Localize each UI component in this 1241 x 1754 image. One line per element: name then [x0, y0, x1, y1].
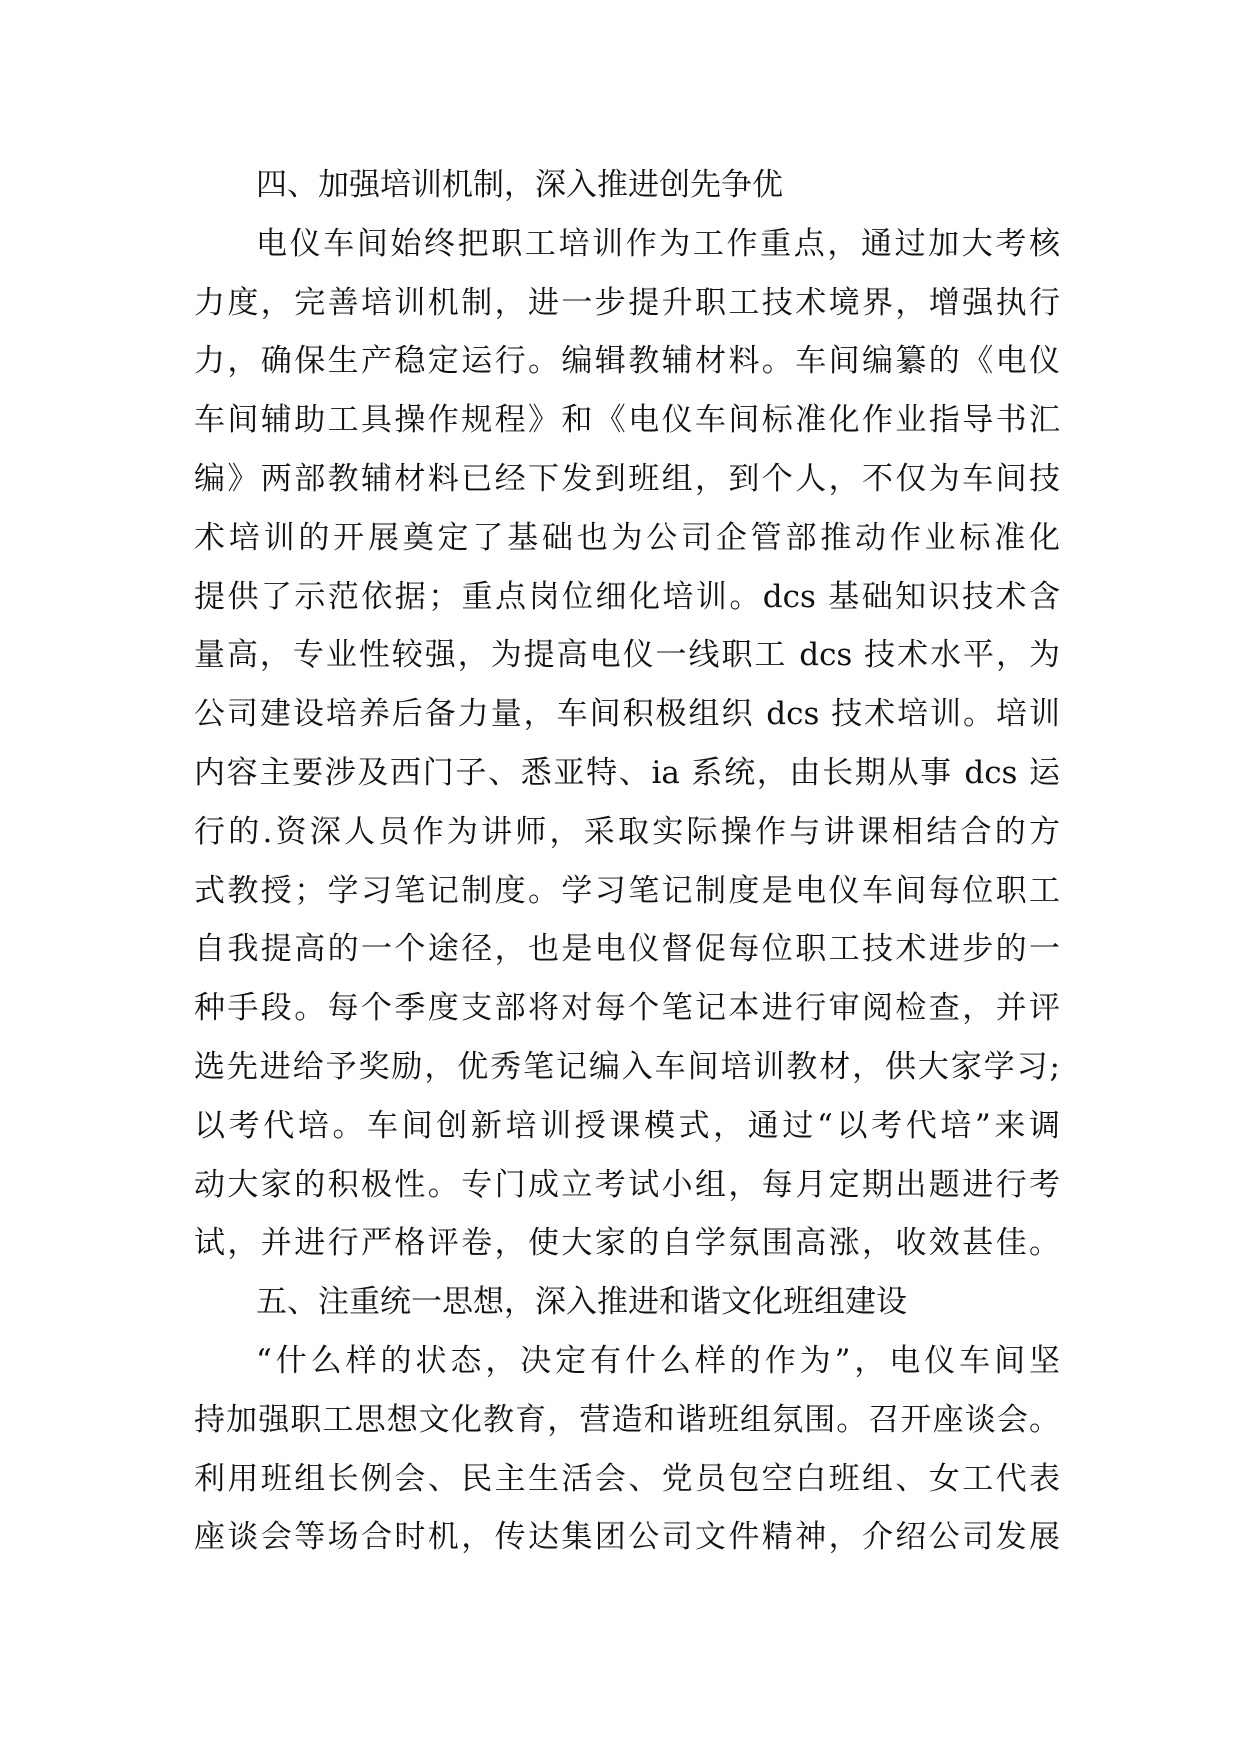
paragraph-line: 自我提高的一个途径，也是电仪督促每位职工技术进步的一 — [194, 931, 1060, 968]
paragraph-line: 式教授；学习笔记制度。学习笔记制度是电仪车间每位职工 — [194, 872, 1060, 909]
paragraph-line: 种手段。每个季度支部将对每个笔记本进行审阅检查，并评 — [194, 990, 1060, 1027]
paragraph-line: 持加强职工思想文化教育，营造和谐班组氛围。召开座谈会。 — [194, 1401, 1060, 1438]
paragraph-line: 提供了示范依据；重点岗位细化培训。dcs 基础知识技术含 — [194, 578, 1060, 615]
paragraph-line: 公司建设培养后备力量，车间积极组织 dcs 技术培训。培训 — [194, 696, 1060, 733]
paragraph-line: 车间辅助工具操作规程》和《电仪车间标准化作业指导书汇 — [194, 402, 1060, 439]
paragraph-line: “什么样的状态，决定有什么样的作为”，电仪车间坚 — [256, 1342, 1060, 1379]
paragraph-line: 行的.资深人员作为讲师，采取实际操作与讲课相结合的方 — [194, 813, 1060, 850]
document-body — [194, 156, 1060, 1567]
paragraph-line: 电仪车间始终把职工培训作为工作重点，通过加大考核 — [256, 225, 1060, 262]
paragraph-line: 座谈会等场合时机，传达集团公司文件精神，介绍公司发展 — [194, 1519, 1060, 1556]
paragraph-line: 力，确保生产稳定运行。编辑教辅材料。车间编纂的《电仪 — [194, 343, 1060, 380]
paragraph-line: 术培训的开展奠定了基础也为公司企管部推动作业标准化 — [194, 519, 1060, 556]
section-heading-5: 五、注重统一思想，深入推进和谐文化班组建设 — [256, 1284, 907, 1321]
paragraph-line: 利用班组长例会、民主生活会、党员包空白班组、女工代表 — [194, 1460, 1060, 1497]
paragraph-line: 试，并进行严格评卷，使大家的自学氛围高涨，收效甚佳。 — [194, 1225, 1060, 1262]
paragraph-line: 动大家的积极性。专门成立考试小组，每月定期出题进行考 — [194, 1166, 1060, 1203]
paragraph-line: 力度，完善培训机制，进一步提升职工技术境界，增强执行 — [194, 284, 1060, 321]
section-heading-4: 四、加强培训机制，深入推进创先争优 — [256, 167, 783, 203]
paragraph-line: 以考代培。车间创新培训授课模式，通过“以考代培”来调 — [194, 1107, 1060, 1144]
paragraph-line: 量高，专业性较强，为提高电仪一线职工 dcs 技术水平，为 — [194, 637, 1060, 674]
paragraph-line: 编》两部教辅材料已经下发到班组，到个人，不仅为车间技 — [194, 460, 1060, 497]
paragraph-line: 选先进给予奖励，优秀笔记编入车间培训教材，供大家学习; — [194, 1048, 1060, 1085]
paragraph-line: 内容主要涉及西门子、悉亚特、ia 系统，由长期从事 dcs 运 — [194, 754, 1060, 791]
